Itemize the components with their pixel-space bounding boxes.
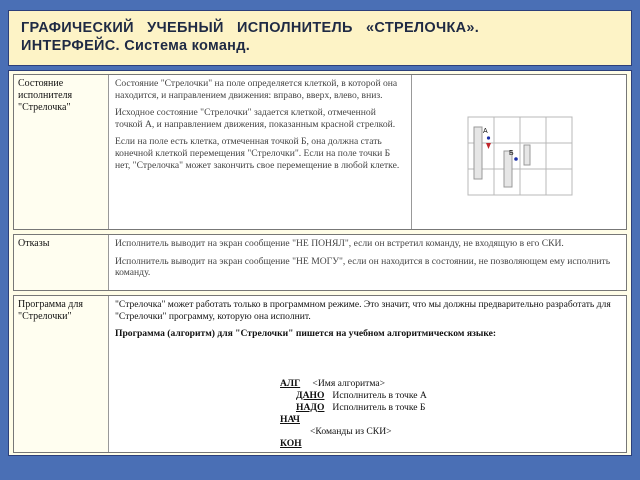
slide-title [8,10,632,66]
row-description [110,296,626,452]
given-text: Исполнитель в точке А [332,390,427,401]
paragraph: Исполнитель выводит на экран сообщение "НЕ МОГУ", если он находится в состоянии, не позволяющем ему исполнить команду. [115,255,611,279]
keyword-begin: НАЧ [280,414,300,425]
alg-name-placeholder: <Имя алгоритма> [312,378,386,389]
row-description [110,75,410,229]
row-description [110,235,626,290]
keyword-given: ДАНО [296,390,325,401]
wall-block [474,127,482,179]
title-line-2: ИНТЕРФЕЙС. Система команд. [21,38,251,54]
keyword-alg: АЛГ [280,378,301,389]
arrow-field-diagram [412,75,622,229]
paragraph: Исходное состояние "Стрелочки" задается клеткой, отмеченной точкой А, и направлением движения, показанным красной стрелкой. [115,107,396,130]
row-label: Состояние исполнителя "Стрелочка" [14,75,109,229]
keyword-need: НАДО [296,402,325,413]
row-label: Программа для "Стрелочки" [14,296,109,452]
table-row-refusals [13,234,627,291]
algorithm-template [280,378,427,450]
paragraph: Если на поле есть клетка, отмеченная точкой Б, она должна стать конечной клеткой перемещения "Стрелочки". Если на поле точки Б нет, "Стрелочка" может закончить свое перемещение в любой клетке. [115,136,400,171]
field-figure-cell [411,75,626,229]
point-b-label: Б [509,150,514,157]
point-b-dot [514,157,518,161]
need-text: Исполнитель в точке Б [332,402,426,413]
wall-block [524,145,530,165]
table-row-program [13,295,627,453]
title-line-1: ГРАФИЧЕСКИЙ УЧЕБНЫЙ ИСПОЛНИТЕЛЬ «СТРЕЛОЧКА». [21,20,480,36]
paragraph: Исполнитель выводит на экран сообщение "НЕ ПОНЯЛ", если он встретил команду, не входящую в его СКИ. [115,238,564,249]
point-a-label: A [483,128,488,135]
point-a-dot [487,136,490,139]
keyword-end: КОН [280,438,302,449]
table-row-state [13,74,627,230]
row-label: Отказы [14,235,109,290]
paragraph: Состояние "Стрелочки" на поле определяется клеткой, в которой она находится, и направлением движения: вправо, вверх, влево, вниз. [115,78,398,101]
command-system-table [8,70,632,456]
paragraph: Программа (алгоритм) для "Стрелочки" пишется на учебном алгоритмическом языке: [115,328,497,340]
paragraph: "Стрелочка" может работать только в программном режиме. Это значит, что мы должны предварительно разработать для "Стрелочки" программу, которую она исполнит. [115,299,611,322]
commands-placeholder: <Команды из СКИ> [310,426,392,437]
